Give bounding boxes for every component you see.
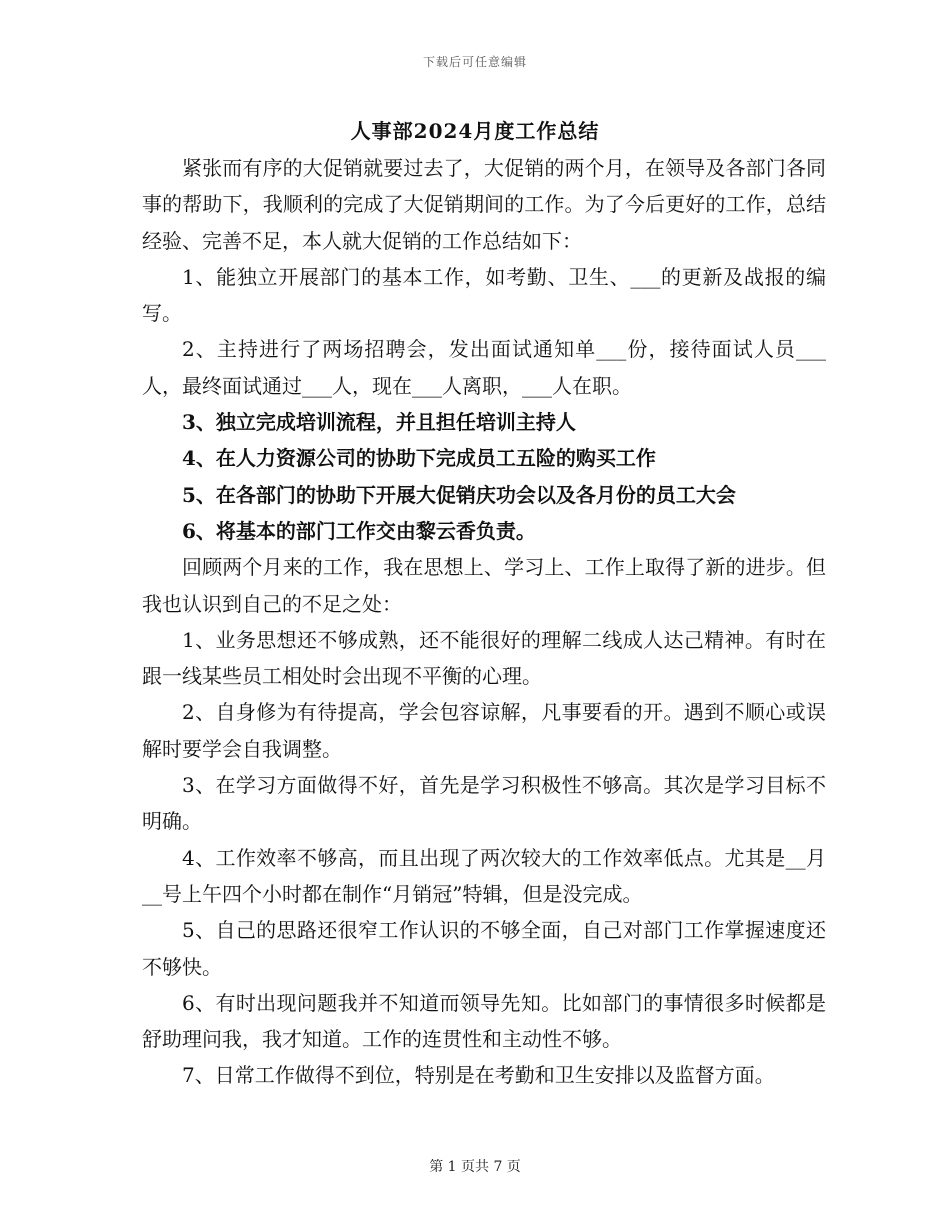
paragraph-shortcoming-4: 4、工作效率不够高，而且出现了两次较大的工作效率低点。尤其是__月__号上午四个小时都在制作“月销冠”特辑，但是没完成。 <box>142 845 826 906</box>
paragraph-achievement-3: 3、独立完成培训流程，并且担任培训主持人 <box>182 410 576 435</box>
document-title: 人事部2024月度工作总结 <box>350 119 600 143</box>
paragraph-shortcoming-6: 6、有时出现问题我并不知道而领导先知。比如部门的事情很多时候都是舒助理问我，我才知道。工作的连贯性和主动性不够。 <box>142 990 826 1052</box>
paragraph-achievement-2: 2、主持进行了两场招聘会，发出面试通知单___份，接待面试人员___人，最终面试通过___人，现在___人离职，___人在职。 <box>142 337 826 398</box>
paragraph-shortcoming-5: 5、自己的思路还很窄工作认识的不够全面，自己对部门工作掌握速度还不够快。 <box>142 918 826 979</box>
paragraph-shortcoming-3: 3、在学习方面做得不好，首先是学习积极性不够高。其次是学习目标不明确。 <box>142 773 826 834</box>
paragraph-achievement-4: 4、在人力资源公司的协助下完成员工五险的购买工作 <box>182 446 656 471</box>
paragraph-shortcoming-7: 7、日常工作做得不到位，特别是在考勤和卫生安排以及监督方面。 <box>182 1063 775 1088</box>
paragraph-shortcoming-1: 1、业务思想还不够成熟，还不能很好的理解二线成人达己精神。有时在跟一线某些员工相处时会出现不平衡的心理。 <box>142 627 826 689</box>
paragraph-shortcoming-2: 2、自身修为有待提高，学会包容谅解，凡事要看的开。遇到不顺心或误解时要学会自我调整。 <box>142 700 826 761</box>
header-note: 下载后可任意编辑 <box>422 55 527 69</box>
paragraph-intro: 紧张而有序的大促销就要过去了，大促销的两个月，在领导及各部门各同事的帮助下，我顺利的完成了大促销期间的工作。为了今后更好的工作，总结经验、完善不足，本人就大促销的工作总结如下： <box>142 156 826 253</box>
page-footer: 第 1 页共 7 页 <box>429 1159 521 1175</box>
paragraph-review: 回顾两个月来的工作，我在思想上、学习上、工作上取得了新的进步。但我也认识到自己的不足之处： <box>142 555 826 616</box>
paragraph-achievement-1: 1、能独立开展部门的基本工作，如考勤、卫生、___的更新及战报的编写。 <box>142 264 826 326</box>
document-body <box>142 150 826 1094</box>
paragraph-achievement-6: 6、将基本的部门工作交由黎云香负责。 <box>182 518 536 543</box>
paragraph-achievement-5: 5、在各部门的协助下开展大促销庆功会以及各月份的员工大会 <box>182 482 736 507</box>
